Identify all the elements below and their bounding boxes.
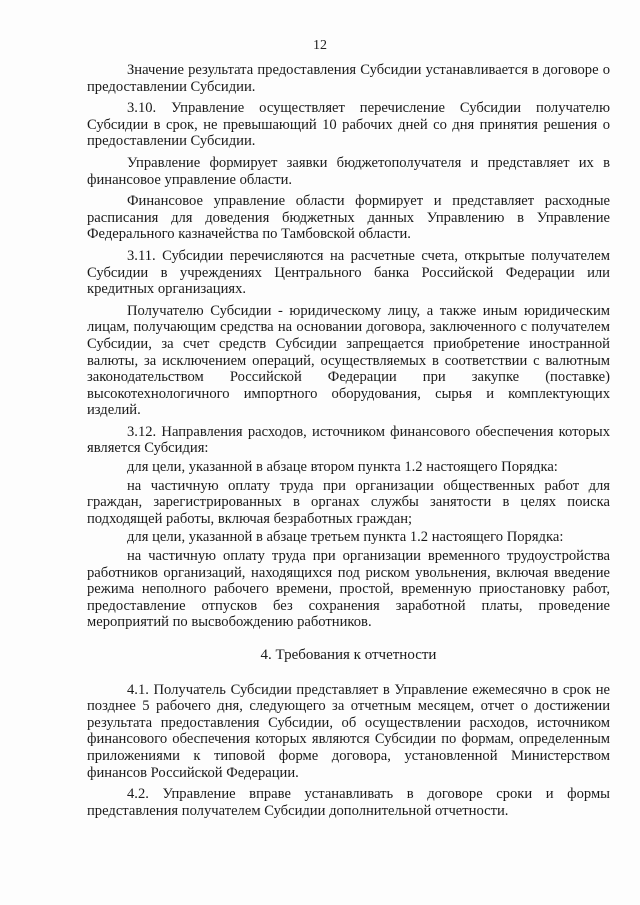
paragraph-result-value: Значение результата предоставления Субсидии устанавливается в договоре о предоставлении Субсидии.	[87, 62, 610, 95]
section-heading: 4. Требования к отчетности	[260, 647, 437, 663]
paragraph-requests: Управление формирует заявки бюджетополучателя и представляет их в финансовое управление области.	[87, 154, 610, 188]
paragraph-3-10: 3.10. Управление осуществляет перечисление Субсидии получателю Субсидии в срок, не превышающий 10 рабочих дней со дня принятия решения о предоставлении Субсидии.	[87, 100, 610, 150]
paragraph-currency-restriction: Получателю Субсидии - юридическому лицу, а также иным юридическим лицам, получающим средства на основании договора, заключенного с получателем Субсидии, за счет средств Субсидии запрещается приобретение иностранной валюты, за исключением операций, осуществляемых в соответствии с валютным законодательством Российской Федерации при закупке (поставке) высокотехнологичного импортного оборудования, сырья и комплектующих изделий.	[87, 302, 610, 419]
paragraph-public-works: на частичную оплату труда при организации общественных работ для граждан, зарегистрированных в органах службы занятости в целях поиска подходящей работы, включая безработных граждан;	[87, 477, 610, 527]
page-number: 12	[313, 38, 327, 53]
paragraph-goal-second: для цели, указанной в абзаце втором пункта 1.2 настоящего Порядка:	[127, 459, 558, 476]
document-body	[87, 62, 610, 824]
paragraph-financial-department: Финансовое управление области формирует и представляет расходные расписания для доведения бюджетных данных Управлению в Управление Федерального казначейства по Тамбовской области.	[87, 193, 610, 243]
paragraph-temporary-employment: на частичную оплату труда при организации временного трудоустройства работников организаций, находящихся под риском увольнения, включая введение режима неполного рабочего времени, простой, временную приостановку работ, предоставление отпусков без сохранения заработной платы, проведение мероприятий по высвобождению работников.	[87, 548, 610, 631]
paragraph-3-12: 3.12. Направления расходов, источником финансового обеспечения которых является Субсидия:	[87, 423, 610, 457]
paragraph-3-11: 3.11. Субсидии перечисляются на расчетные счета, открытые получателем Субсидии в учреждениях Центрального банка Российской Федерации или кредитных организациях.	[87, 247, 610, 298]
paragraph-4-1: 4.1. Получатель Субсидии представляет в Управление ежемесячно в срок не позднее 5 рабочего дня, следующего за отчетным месяцем, отчет о достижении результата предоставления Субсидии, об осуществлении расходов, источником финансового обеспечения которых являются Субсидии по формам, определенным приложениями к типовой форме договора, установленной Министерством финансов Российской Федерации.	[87, 681, 610, 781]
paragraph-4-2: 4.2. Управление вправе устанавливать в договоре сроки и формы представления получателем Субсидии дополнительной отчетности.	[87, 786, 610, 819]
paragraph-goal-third: для цели, указанной в абзаце третьем пункта 1.2 настоящего Порядка:	[127, 529, 564, 546]
